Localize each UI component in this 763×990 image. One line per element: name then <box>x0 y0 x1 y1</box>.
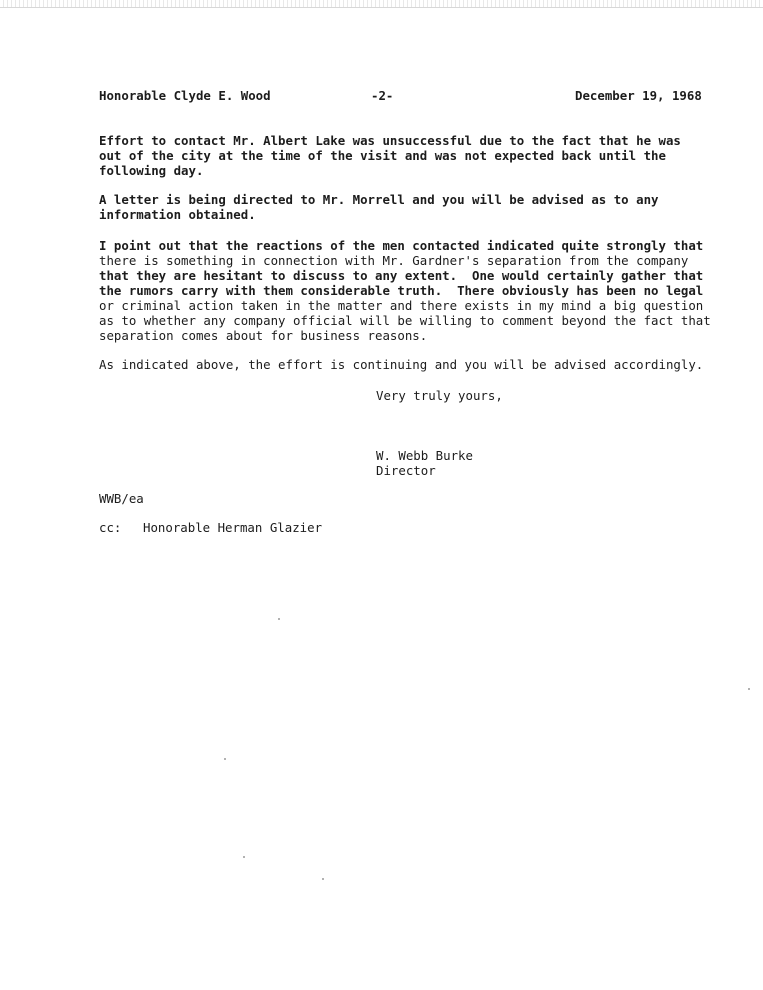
text-line: I point out that the reactions of the men contacted indicated quite strongly that <box>99 238 704 253</box>
text-line: Effort to contact Mr. Albert Lake was unsuccessful due to the fact that he was <box>99 133 681 148</box>
text-line: that they are hesitant to discuss to any extent. One would certainly gather that <box>99 268 704 283</box>
text-line: the rumors carry with them considerable truth. There obviously has been no legal <box>99 283 704 298</box>
text-line: as to whether any company official will be willing to comment beyond the fact that <box>99 313 711 328</box>
text-line: out of the city at the time of the visit and was not expected back until the <box>99 148 666 163</box>
cc-label: cc: <box>99 520 122 535</box>
page-number: -2- <box>371 88 394 103</box>
cc-recipient: Honorable Herman Glazier <box>143 520 323 535</box>
text-line: separation comes about for business reasons. <box>99 328 428 343</box>
scan-speck <box>278 618 280 620</box>
text-line: there is something in connection with Mr. Gardner's separation from the company <box>99 253 689 268</box>
paragraph-continuing <box>99 357 729 372</box>
paragraph-reactions <box>99 238 729 343</box>
paragraph-contact-lake <box>99 133 729 178</box>
signer-title: Director <box>376 463 436 478</box>
scan-speck <box>224 758 226 760</box>
page-top-edge <box>0 0 763 8</box>
text-line: information obtained. <box>99 207 256 222</box>
scan-speck <box>748 688 750 690</box>
addressee: Honorable Clyde E. Wood <box>99 88 271 103</box>
letter-date: December 19, 1968 <box>575 88 702 103</box>
text-line: following day. <box>99 163 204 178</box>
signer-name: W. Webb Burke <box>376 448 473 463</box>
scan-speck <box>243 856 245 858</box>
text-line: As indicated above, the effort is continuing and you will be advised accordingly. <box>99 357 704 372</box>
text-line: A letter is being directed to Mr. Morrell and you will be advised as to any <box>99 192 659 207</box>
closing-salutation: Very truly yours, <box>376 388 503 403</box>
paragraph-letter-morrell <box>99 192 729 222</box>
reference-initials: WWB/ea <box>99 491 144 506</box>
text-line: or criminal action taken in the matter and there exists in my mind a big question <box>99 298 704 313</box>
scan-speck <box>322 878 324 880</box>
